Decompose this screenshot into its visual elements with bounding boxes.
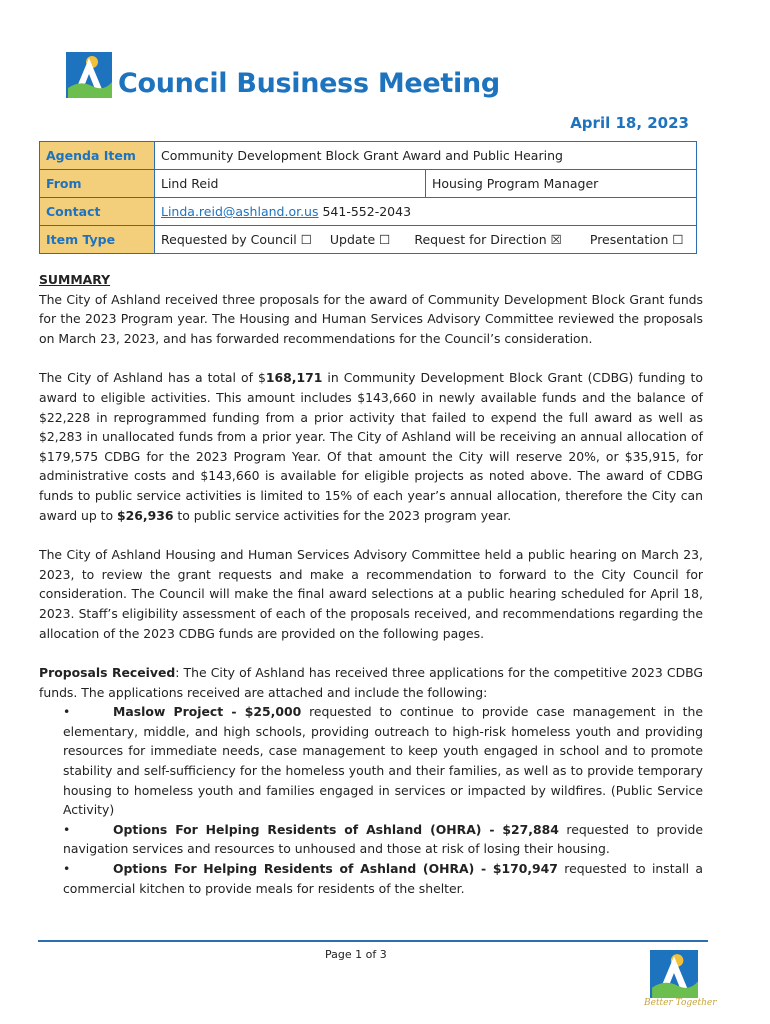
para2-text-b: in Community Development Block Grant (CDBG) funding to award to eligible activities. This amount includes $143,660 in newly available funds and the balance of $22,228 in reprogrammed funding from a prior activity that failed to expend the full award as well as $2,283 in unallocated funds from a prior year. The City of Ashland will be receiving an annual allocation of $179,575 CDBG for the 2023 Program Year. Of that amount the City will reserve 20%, or $35,915, for administrative costs and $143,660 is available for eligible projects as noted above. The award of CDBG funds to public service activities is limited to 15% of each year’s annual allocation, therefore the City can award up to [39,370,703,523]
page-number: Page 1 of 3 [325,948,387,961]
proposal-name: Maslow Project - $25,000 [113,704,302,720]
agenda-meta-table [39,141,697,254]
contact-label: Contact [40,198,155,226]
public-service-cap-amount: $26,936 [117,507,174,523]
bullet-icon: • [63,704,71,720]
agenda-label: Agenda Item [40,142,155,170]
bullet-icon: • [63,821,71,837]
from-label: From [40,170,155,198]
proposals-intro [39,663,703,702]
summary-heading: SUMMARY [39,272,111,287]
list-item [63,702,703,820]
footer-divider [38,940,708,942]
proposals-list [63,702,703,898]
tagline: Better Together [644,998,717,1008]
bullet-icon: • [63,861,71,877]
type-option-presentation: Presentation ☐ [589,232,684,247]
para2-text-c: to public service activities for the 2023 program year. [173,507,512,523]
list-item [63,820,703,859]
type-option-update: Update ☐ [329,232,391,247]
proposal-text: requested to provide navigation services and resources to unhoused and those at risk of losing their housing. [63,821,703,857]
item-type-options [155,226,697,254]
item-type-label: Item Type [40,226,155,254]
from-name: Lind Reid [155,170,426,198]
from-row [40,170,697,198]
agenda-row [40,142,697,170]
item-type-row [40,226,697,254]
proposal-text: requested to install a commercial kitchen to provide meals for residents of the shelter. [63,861,703,896]
proposal-name: Options For Helping Residents of Ashland (OHRA) - $27,884 [113,821,559,837]
contact-phone: 541-552-2043 [322,204,412,219]
contact-row [40,198,697,226]
summary-paragraph-1: The City of Ashland received three proposals for the award of Community Development Block Grant funds for the 2023 Program year. The Housing and Human Services Advisory Committee reviewed the proposals on March 23, 2023, and has forwarded recommendations for the Council’s consideration. [39,291,703,346]
summary-section [39,270,703,898]
proposals-label: Proposals Received [39,665,176,681]
proposals-text: : The City of Ashland has received three applications for the competitive 2023 CDBG funds. The applications received are attached and include the following: [39,665,703,700]
meeting-date: April 18, 2023 [570,114,689,132]
proposal-name: Options For Helping Residents of Ashland (OHRA) - $170,947 [113,861,558,877]
type-option-direction: Request for Direction ☒ [414,232,562,247]
total-funding-amount: 168,171 [265,370,323,386]
contact-value [155,198,697,226]
city-logo-footer [650,950,698,998]
summary-paragraph-2 [39,368,703,525]
list-item [63,859,703,898]
para2-text-a: The City of Ashland has a total of $ [39,370,266,386]
proposal-text: requested to continue to provide case management in the elementary, middle, and high schools, providing outreach to high-risk homeless youth and providing resources for immediate needs, case management to keep youth engaged in school and to promote stability and self-sufficiency for the homeless youth and their families, as well as to provide temporary housing to homeless youth and families engaged in services or impacted by wildfires. (Public Service Activity) [63,704,703,818]
page-title: Council Business Meeting [118,68,500,99]
type-option-requested: Requested by Council ☐ [161,232,312,247]
summary-paragraph-3: The City of Ashland Housing and Human Services Advisory Committee held a public hearing on March 23, 2023, to review the grant requests and make a recommendation to forward to the City Council for consideration. The Council will make the final award selections at a public hearing scheduled for April 18, 2023. Staff’s eligibility assessment of each of the proposals received, and recommendations regarding the allocation of the 2023 CDBG funds are provided on the following pages. [39,547,703,641]
contact-email-link[interactable]: Linda.reid@ashland.or.us [161,204,319,219]
from-title: Housing Program Manager [426,170,697,198]
city-logo [66,52,112,98]
agenda-value: Community Development Block Grant Award and Public Hearing [155,142,697,170]
